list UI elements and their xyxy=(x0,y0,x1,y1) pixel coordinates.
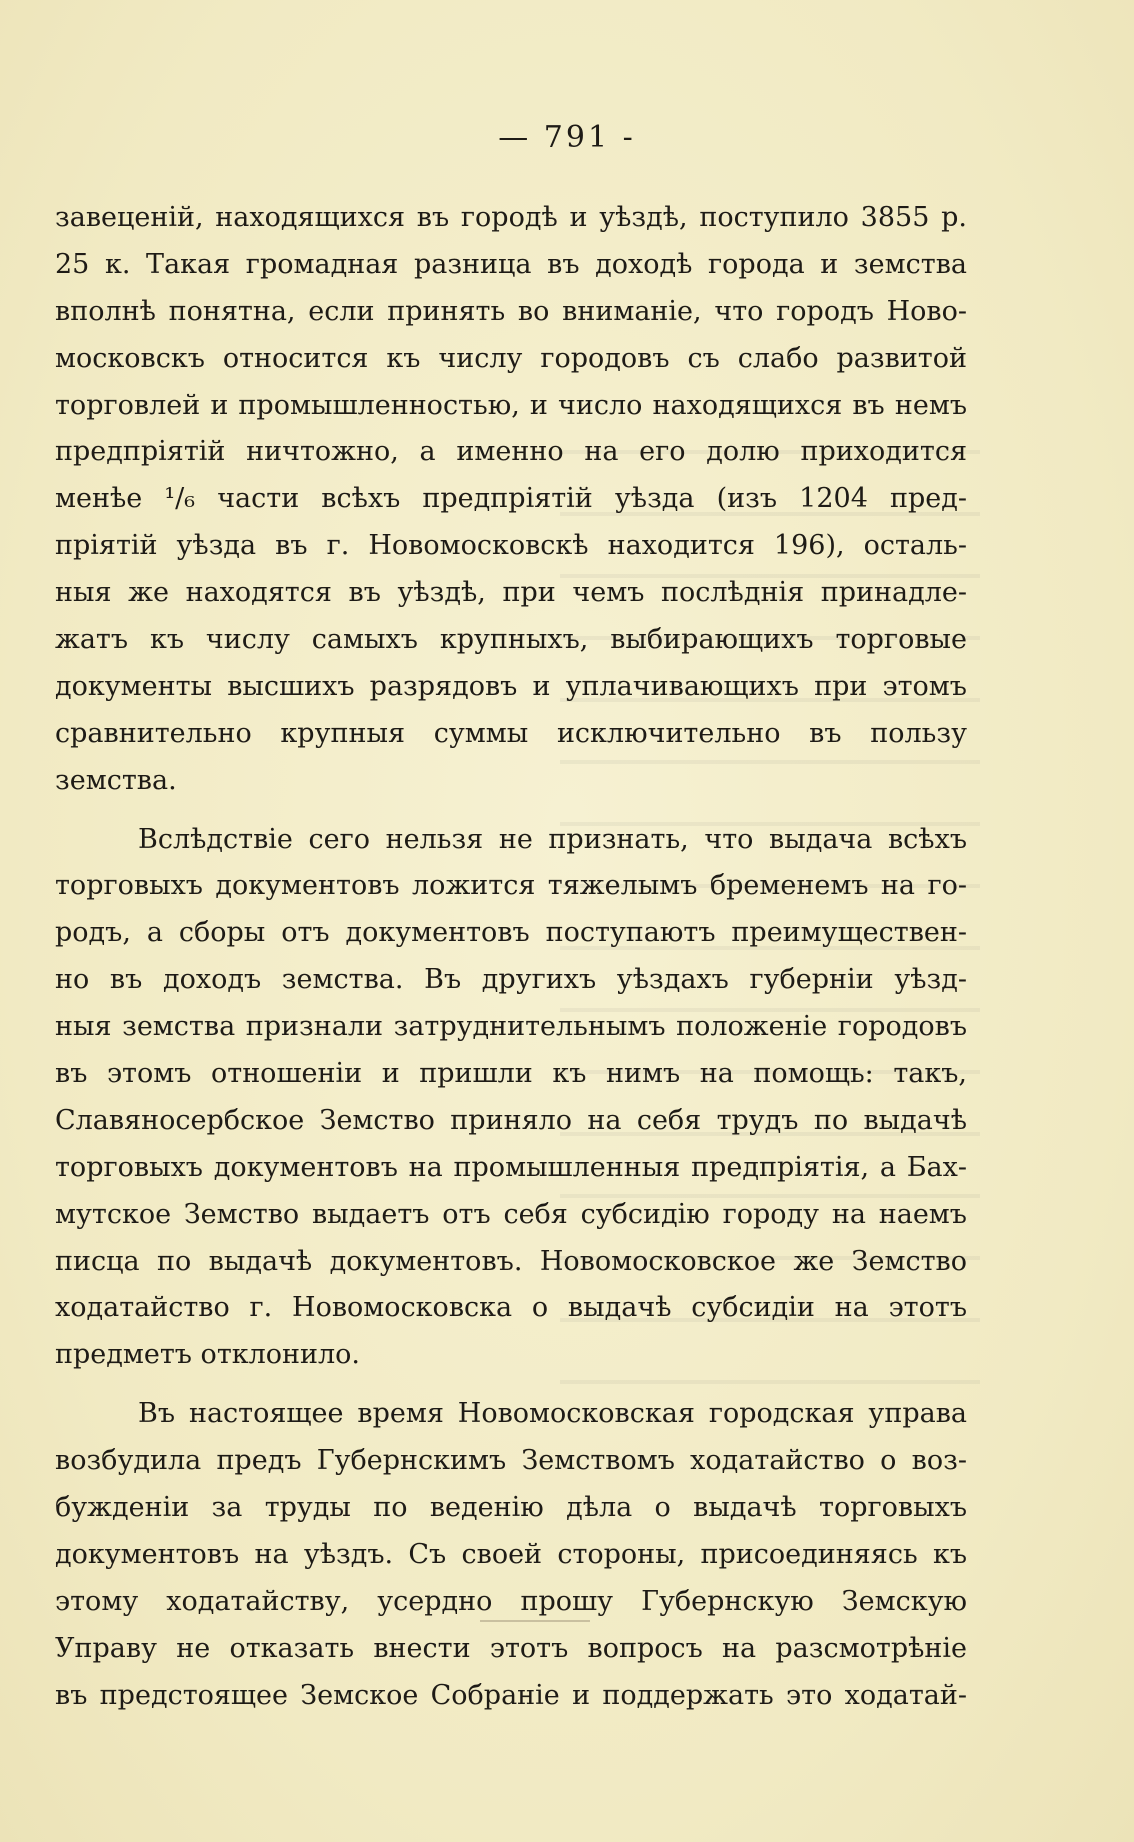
text-line: этому ходатайству, усердно прошу Губернскую Земскую xyxy=(55,1585,967,1617)
rule-mark xyxy=(480,1620,590,1622)
text-line: Славяносербское Земство приняло на себя трудъ по выдачѣ xyxy=(55,1104,967,1136)
text-line: завеценій, находящихся въ городѣ и уѣздѣ, поступило 3855 р. xyxy=(55,202,967,233)
text-line: 25 к. Такая громадная разница въ доходѣ города и земства xyxy=(55,248,967,280)
text-line: торговлей и промышленностью, и число находящихся въ немъ xyxy=(55,389,967,421)
text-line: вполнѣ понятна, если принять во вниманіе, что городъ Ново- xyxy=(55,295,967,327)
text-line: пріятій уѣзда въ г. Новомосковскѣ находится 196), осталь- xyxy=(55,530,967,562)
text-line: предпріятій ничтожно, а именно на его долю приходится xyxy=(55,436,967,468)
text-line: Управу не отказать внести этотъ вопросъ на разсмотрѣніе xyxy=(55,1632,967,1664)
text-line: бужденіи за труды по веденію дѣла о выдачѣ торговыхъ xyxy=(55,1492,967,1524)
text-line: документовъ на уѣздъ. Съ своей стороны, присоединяясь къ xyxy=(55,1538,967,1570)
text-line: Вслѣдствіе сего нельзя не признать, что выдача всѣхъ xyxy=(138,823,967,855)
text-line: писца по выдачѣ документовъ. Новомосковское же Земство xyxy=(55,1245,967,1277)
text-line: менѣе ¹/₆ части всѣхъ предпріятій уѣзда (изъ 1204 пред- xyxy=(55,483,967,515)
text-line: ходатайство г. Новомосковска о выдачѣ субсидіи на этотъ xyxy=(55,1292,967,1324)
text-line: торговыхъ документовъ на промышленныя предпріятія, а Бах- xyxy=(55,1151,967,1183)
text-line: мутское Земство выдаетъ отъ себя субсидію городу на наемъ xyxy=(55,1198,967,1230)
text-line: документы высшихъ разрядовъ и уплачивающихъ при этомъ xyxy=(55,670,967,702)
text-line: Въ настоящее время Новомосковская городская управа xyxy=(138,1398,967,1430)
text-line: земства. xyxy=(55,764,177,796)
text-line: ныя земства признали затруднительнымъ положеніе городовъ xyxy=(55,1011,967,1043)
text-line: родъ, а сборы отъ документовъ поступаютъ преимуществен- xyxy=(55,917,967,949)
text-line: въ предстоящее Земское Собраніе и поддержать это ходатай- xyxy=(55,1679,967,1711)
text-line: торговыхъ документовъ ложится тяжелымъ бременемъ на го- xyxy=(55,870,967,902)
text-line: жатъ къ числу самыхъ крупныхъ, выбирающихъ торговые xyxy=(55,624,967,656)
text-line: московскъ относится къ числу городовъ съ слабо развитой xyxy=(55,342,967,374)
text-line: но въ доходъ земства. Въ другихъ уѣздахъ губерніи уѣзд- xyxy=(55,964,967,996)
text-line: ныя же находятся въ уѣздѣ, при чемъ послѣднія принадле- xyxy=(55,577,967,609)
text-line: сравнительно крупныя суммы исключительно въ пользу xyxy=(55,717,967,749)
body-text xyxy=(55,195,967,1720)
text-line: возбудила предъ Губернскимъ Земствомъ ходатайство о воз- xyxy=(55,1445,967,1477)
page-number: — 791 - xyxy=(498,120,636,155)
text-line: въ этомъ отношеніи и пришли къ нимъ на помощь: такъ, xyxy=(55,1058,967,1090)
text-line: предметъ отклонило. xyxy=(55,1339,361,1371)
